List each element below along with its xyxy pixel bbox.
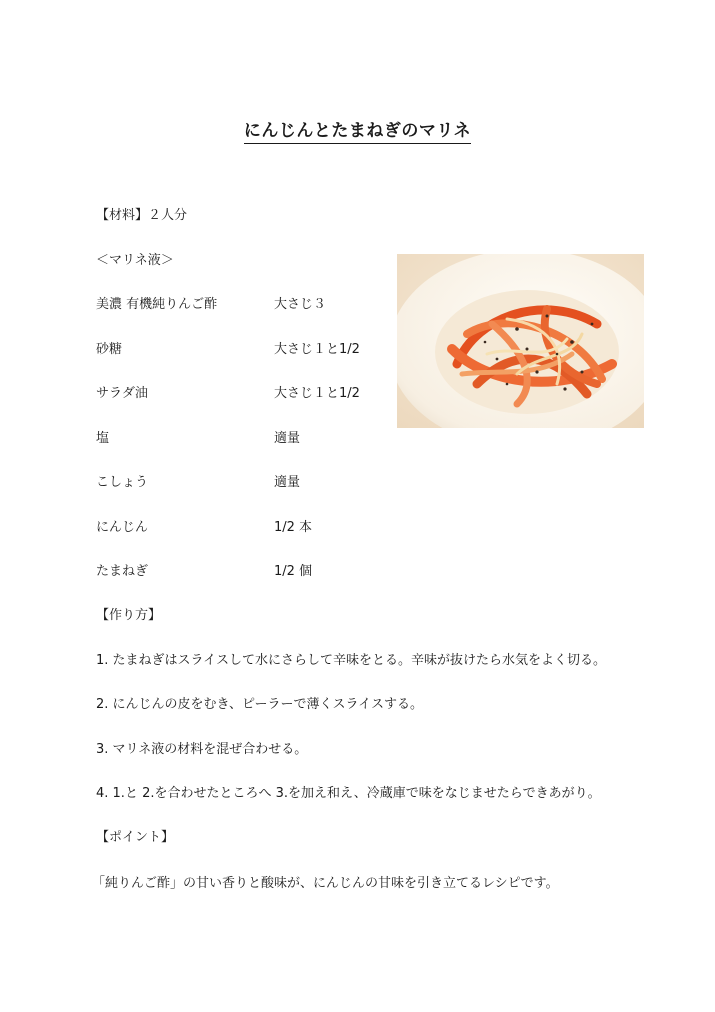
- ingredient-amount: 1/2 個: [274, 564, 313, 579]
- point-text: 「純りんご酢」の甘い香りと酸味が、にんじんの甘味を引き立てるレシピです。: [92, 876, 559, 891]
- ingredient-amount: 1/2 本: [274, 520, 313, 535]
- ingredient-amount: 適量: [274, 475, 301, 490]
- ingredient-name: こしょう: [96, 475, 149, 490]
- ingredient-amount: 大さじ３: [274, 297, 327, 312]
- page-title: にんじんとたまねぎのマリネ: [0, 116, 715, 141]
- ingredient-amount: 適量: [274, 431, 301, 446]
- ingredients-heading: 【材料】２人分: [96, 208, 188, 223]
- step-item: 1. たまねぎはスライスして水にさらして辛味をとる。辛味が抜けたら水気をよく切る。: [96, 653, 607, 668]
- ingredient-name: サラダ油: [96, 386, 148, 401]
- ingredient-name: 塩: [96, 431, 110, 446]
- step-item: 2. にんじんの皮をむき、ピーラーで薄くスライスする。: [96, 697, 423, 712]
- step-item: 4. 1.と 2.を合わせたところへ 3.を加え和え、冷蔵庫で味をなじませたらできあがり。: [96, 786, 601, 801]
- dish-photo: [397, 254, 644, 428]
- marinade-heading: ＜マリネ液＞: [96, 253, 174, 268]
- point-heading: 【ポイント】: [96, 830, 175, 845]
- method-heading: 【作り方】: [96, 608, 162, 623]
- step-item: 3. マリネ液の材料を混ぜ合わせる。: [96, 742, 308, 757]
- ingredient-amount: 大さじ１と1/2: [274, 342, 360, 357]
- ingredient-name: 砂糖: [96, 342, 123, 357]
- ingredient-name: たまねぎ: [96, 564, 149, 579]
- ingredient-name: 美濃 有機純りんご酢: [96, 297, 218, 312]
- ingredient-amount: 大さじ１と1/2: [274, 386, 360, 401]
- ingredient-name: にんじん: [96, 520, 149, 535]
